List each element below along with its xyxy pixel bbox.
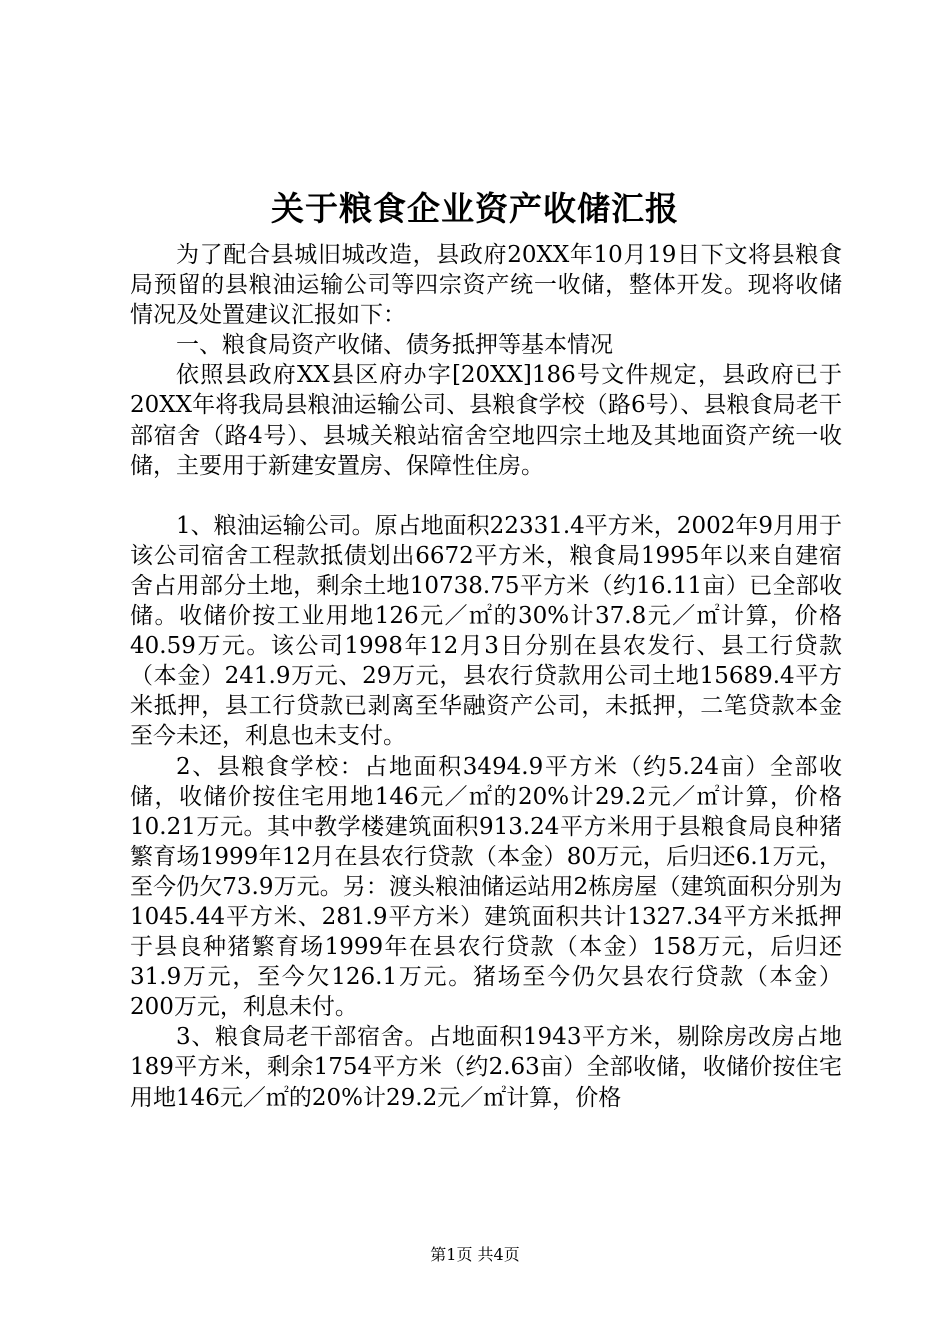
paragraph-intro: 为了配合县城旧城改造，县政府20XX年10月19日下文将县粮食局预留的县粮油运输公司等四宗资产统一收储，整体开发。现将收储情况及处置建议汇报如下： <box>130 242 842 329</box>
paragraph-basis: 依照县政府XX县区府办字[20XX]186号文件规定，县政府已于20XX年将我局县粮油运输公司、县粮食学校（路6号）、县粮食局老干部宿舍（路4号）、县城关粮站宿舍空地四宗土地及其地面资产统一收储，主要用于新建安置房、保障性住房。 <box>130 362 842 479</box>
section-heading: 一、粮食局资产收储、债务抵押等基本情况 <box>176 332 613 359</box>
paragraph-item-3: 3、粮食局老干部宿舍。占地面积1943平方米，剔除房改房占地189平方米，剩余1754平方米（约2.63亩）全部收储，收储价按住宅用地146元／㎡的20%计29.2元／㎡计算，价格 <box>130 1024 842 1111</box>
page-number: 第1页 共4页 <box>430 1245 520 1264</box>
document-title: 关于粮食企业资产收储汇报 <box>271 189 679 228</box>
document-body <box>130 240 842 1113</box>
paragraph-item-1: 1、粮油运输公司。原占地面积22331.4平方米，2002年9月用于该公司宿舍工程款抵债划出6672平方米，粮食局1995年以来自建宿舍占用部分土地，剩余土地10738.75平方米（约16.11亩）已全部收储。收储价按工业用地126元／㎡的30%计37.8元／㎡计算，价格40.59万元。该公司1998年12月3日分别在县农发行、县工行贷款（本金）241.9万元、29万元，县农行贷款用公司土地15689.4平方米抵押，县工行贷款已剥离至华融资产公司，未抵押，二笔贷款本金至今未还，利息也未支付。 <box>130 512 842 750</box>
paragraph-item-2: 2、县粮食学校：占地面积3494.9平方米（约5.24亩）全部收储，收储价按住宅用地146元／㎡的20%计29.2元／㎡计算，价格10.21万元。其中教学楼建筑面积913.24平方米用于县粮食局良种猪繁育场1999年12月在县农行贷款（本金）80万元，后归还6.1万元，至今仍欠73.9万元。另：渡头粮油储运站用2栋房屋（建筑面积分别为1045.44平方米、281.9平方米）建筑面积共计1327.34平方米抵押于县良种猪繁育场1999年在县农行贷款（本金）158万元，后归还31.9万元，至今欠126.1万元。猪场至今仍欠县农行贷款（本金）200万元，利息未付。 <box>130 753 842 1021</box>
